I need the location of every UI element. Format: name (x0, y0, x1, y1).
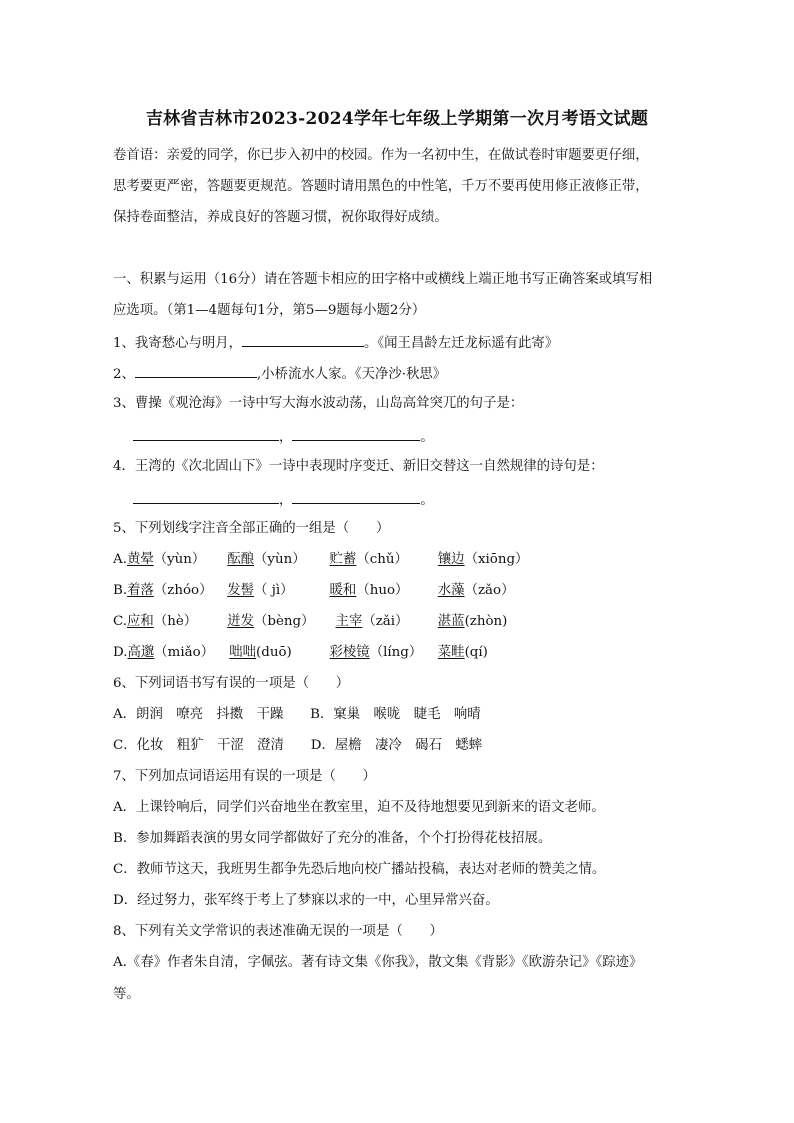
underlined-word: 暖和 (329, 583, 357, 598)
q5-option-a[interactable] (113, 550, 528, 570)
pinyin: （líng） (369, 645, 423, 660)
q7-option-d[interactable]: D．经过努力，张军终于考上了梦寐以求的一中，心里异常兴奋。 (113, 893, 499, 908)
question-2 (113, 363, 446, 385)
underlined-word: 酝酿 (227, 552, 255, 567)
q5-a-item-4 (438, 550, 529, 570)
q5-option-d[interactable] (113, 643, 488, 663)
pinyin: （yùn） (254, 552, 306, 567)
q3-answer-blank-1[interactable] (133, 426, 279, 441)
q3-answer-line (133, 426, 434, 448)
question-7: 7、下列加点词语运用有误的一项是（ ） (113, 769, 376, 784)
q5-c-item-2 (227, 612, 331, 632)
underlined-word: 迸发 (227, 614, 255, 629)
q1-suffix: 。《闻王昌龄左迁龙标遥有此寄》 (364, 336, 559, 351)
q3-comma: ， (279, 430, 293, 445)
option-letter: C. (113, 614, 128, 629)
page-title: 吉林省吉林市2023-2024学年七年级上学期第一次月考语文试题 (145, 109, 649, 129)
pinyin: （xiōng） (464, 552, 529, 567)
pinyin: （bèng） (254, 614, 315, 629)
q5-a-item-1 (113, 550, 223, 570)
q4-answer-line (133, 489, 434, 511)
pinyin: （hè） (153, 614, 198, 629)
q8-option-a-line-1[interactable]: A.《春》作者朱自清，字佩弦。著有诗文集《你我》，散文集《背影》《欧游杂记》《踪迹》 (113, 955, 643, 970)
pinyin: （yùn） (153, 552, 206, 567)
option-letter: D. (113, 645, 128, 660)
pinyin: (zhòn) (464, 614, 508, 629)
question-1 (113, 332, 558, 354)
question-3: 3、曹操《观沧海》一诗中写大海水波动荡，山岛高耸突兀的句子是： (113, 396, 524, 411)
q3-period: 。 (420, 430, 434, 445)
pinyin: （zhóo） (153, 583, 213, 598)
q5-b-item-2 (227, 581, 325, 601)
q4-answer-blank-1[interactable] (133, 489, 279, 504)
underlined-word: 咄咄 (229, 645, 257, 660)
pinyin: （huo） (356, 583, 409, 598)
preface-line-3: 保持卷面整洁，养成良好的答题习惯，祝你取得好成绩。 (113, 210, 448, 225)
q5-b-item-3 (330, 581, 434, 601)
underlined-word: 着落 (127, 583, 154, 598)
q5-option-b[interactable] (113, 581, 514, 601)
q4-answer-blank-2[interactable] (292, 489, 420, 504)
q3-answer-blank-2[interactable] (292, 426, 420, 441)
q5-a-item-3 (330, 550, 434, 570)
q7-option-b[interactable]: B．参加舞蹈表演的男女同学都做好了充分的准备，个个打扮得花枝招展。 (113, 831, 552, 846)
q2-answer-blank[interactable] (135, 363, 257, 378)
pinyin: （zǎo） (464, 583, 515, 598)
underlined-word: 菜畦 (437, 645, 465, 660)
q5-d-item-2 (229, 643, 325, 663)
question-8: 8、下列有关文学常识的表述准确无误的一项是（ ） (113, 924, 443, 939)
underlined-word: 黄晕 (126, 552, 154, 567)
question-6: 6、下列词语书写有误的一项是（ ） (113, 676, 350, 691)
section-heading-line-2: 应选项。（第1—4题每句1分，第5—9题每小题2分） (113, 303, 426, 318)
underlined-word: 镶边 (437, 552, 465, 567)
option-letter: A. (113, 552, 127, 567)
preface-line-1: 卷首语：亲爱的同学，你已步入初中的校园。作为一名初中生，在做试卷时审题要更仔细， (113, 148, 649, 163)
q8-option-a-line-2[interactable]: 等。 (113, 987, 140, 1002)
q7-option-a[interactable]: A．上课铃响后，同学们兴奋地坐在教室里，迫不及待地想要见到新来的语文老师。 (113, 800, 605, 815)
option-letter: B. (113, 583, 128, 598)
q6-options-row-1[interactable]: A．朗润 嘹亮 抖擞 干躁 B．窠巢 喉咙 睫毛 响晴 (113, 707, 481, 722)
pinyin: (qí) (464, 645, 488, 660)
underlined-word: 高邈 (127, 645, 155, 660)
q6-options-row-2[interactable]: C．化妆 粗犷 干涩 澄清 D．屋檐 凄冷 碣石 蟋蟀 (113, 738, 483, 753)
pinyin: （miǎo） (154, 645, 215, 660)
pinyin: （ jì） (254, 583, 294, 598)
section-heading-line-1: 一、积累与运用（16分）请在答题卡相应的田字格中或横线上端正地书写正确答案或填写相 (113, 272, 653, 287)
pinyin: （zǎi） (362, 614, 409, 629)
q4-period: 。 (420, 493, 434, 508)
underlined-word: 彩棱镜 (329, 645, 370, 660)
q5-d-item-3 (330, 643, 434, 663)
pinyin: （chǔ） (356, 552, 408, 567)
underlined-word: 水藻 (437, 583, 465, 598)
question-5: 5、下列划线字注音全部正确的一组是（ ） (113, 521, 390, 536)
q4-comma: ， (279, 493, 293, 508)
q5-c-item-4 (438, 612, 508, 632)
q5-a-item-2 (227, 550, 325, 570)
q5-c-item-3 (336, 612, 434, 632)
q5-d-item-4 (438, 643, 488, 663)
q5-b-item-1 (113, 581, 223, 601)
q7-option-c[interactable]: C．教师节这天，我班男生都争先恐后地向校广播站投稿，表达对老师的赞美之情。 (113, 862, 606, 877)
q1-prefix: 1、我寄愁心与明月， (113, 336, 243, 351)
q2-prefix: 2、 (113, 367, 135, 382)
q2-suffix: ,小桥流水人家。《天净沙·秋思》 (256, 367, 447, 382)
underlined-word: 贮蓄 (329, 552, 357, 567)
underlined-word: 湛蓝 (437, 614, 465, 629)
q5-b-item-4 (438, 581, 515, 601)
underlined-word: 主宰 (335, 614, 363, 629)
preface-line-2: 思考要更严密，答题要更规范。答题时请用黑色的中性笔，千万不要再使用修正液修正带， (113, 179, 649, 194)
q5-d-item-1 (113, 643, 225, 663)
q5-option-c[interactable] (113, 612, 507, 632)
pinyin: (duō) (256, 645, 292, 660)
q1-answer-blank[interactable] (242, 332, 364, 347)
q5-c-item-1 (113, 612, 223, 632)
underlined-word: 发髻 (227, 583, 255, 598)
question-4: 4．王湾的《次北固山下》一诗中表现时序变迁、新旧交替这一自然规律的诗句是： (113, 459, 604, 474)
underlined-word: 应和 (127, 614, 154, 629)
